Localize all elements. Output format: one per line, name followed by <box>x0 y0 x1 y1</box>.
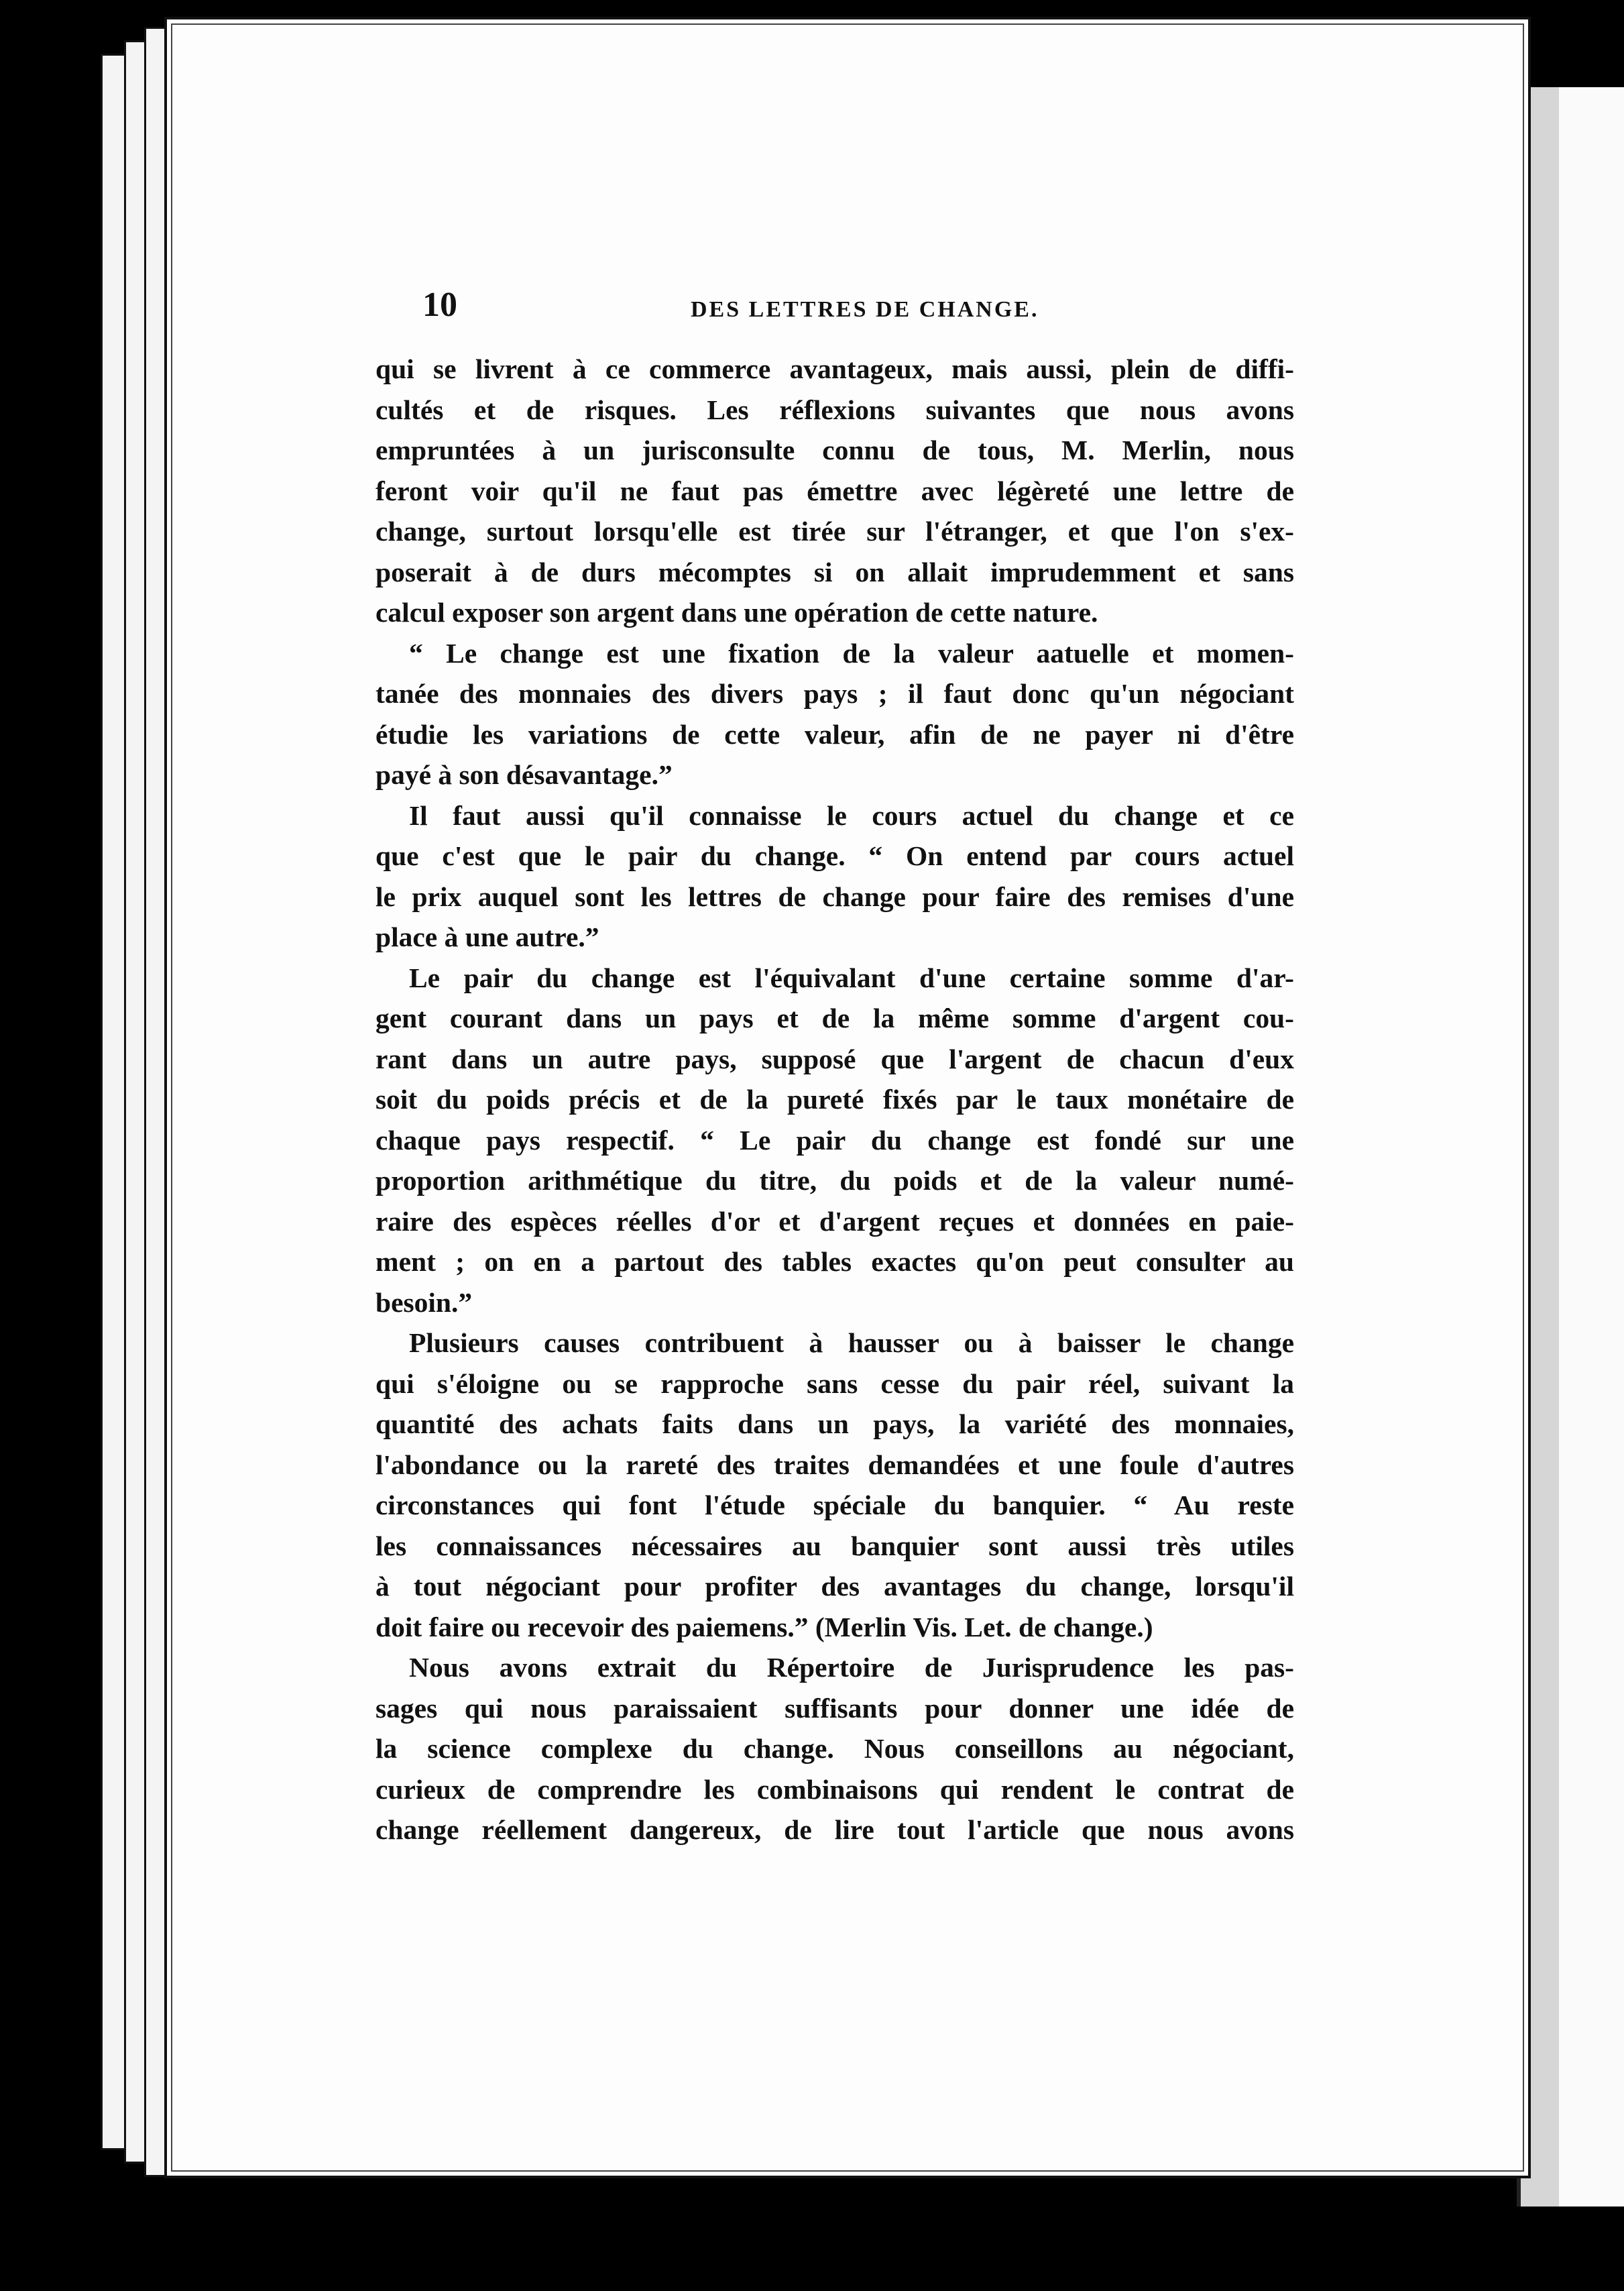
text-line: quantité des achats faits dans un pays, la variété des monnaies, <box>375 1408 1294 1439</box>
text-line: rant dans un autre pays, supposé que l'argent de chacun d'eux <box>375 1043 1294 1074</box>
text-line: qui s'éloigne ou se rapproche sans cesse du pair réel, suivant la <box>375 1367 1294 1399</box>
text-line: gent courant dans un pays et de la même somme d'argent cou- <box>375 1003 1294 1033</box>
text-line: étudie les variations de cette valeur, afin de ne payer ni d'être <box>375 718 1294 750</box>
text-line: payé à son désavantage.” <box>375 759 673 790</box>
text-line: poserait à de durs mécomptes si on allait imprudemment et sans <box>375 556 1294 588</box>
text-line: qui se livrent à ce commerce avantageux, mais aussi, plein de diffi- <box>375 353 1294 384</box>
text-line: change, surtout lorsqu'elle est tirée sur l'étranger, et que l'on s'ex- <box>375 516 1294 547</box>
book-spine-edge <box>1559 87 1624 2206</box>
text-line: sages qui nous paraissaient suffisants pour donner une idée de <box>375 1692 1294 1724</box>
text-line: Il faut aussi qu'il connaisse le cours actuel du change et ce <box>409 799 1294 831</box>
text-line: calcul exposer son argent dans une opération de cette nature. <box>375 597 1098 628</box>
text-line: Plusieurs causes contribuent à hausser ou à baisser le change <box>409 1327 1294 1358</box>
text-line: “ Le change est une fixation de la valeur aatuelle et momen- <box>409 637 1294 669</box>
text-line: les connaissances nécessaires au banquier sont aussi très utiles <box>375 1530 1294 1561</box>
text-line: la science complexe du change. Nous conseillons au négociant, <box>375 1733 1294 1764</box>
page-header <box>422 285 1294 332</box>
text-line: doit faire ou recevoir des paiemens.” (Merlin Vis. Let. de change.) <box>375 1611 1153 1642</box>
text-line: chaque pays respectif. “ Le pair du change est fondé sur une <box>375 1124 1294 1156</box>
text-line: curieux de comprendre les combinaisons qui rendent le contrat de <box>375 1773 1294 1805</box>
running-title: DES LETTRES DE CHANGE. <box>691 297 1039 322</box>
text-line: circonstances qui font l'étude spéciale du banquier. “ Au reste <box>375 1490 1294 1520</box>
text-line: Nous avons extrait du Répertoire de Jurisprudence les pas- <box>409 1652 1294 1683</box>
text-line: à tout négociant pour profiter des avantages du change, lorsqu'il <box>375 1571 1294 1602</box>
body-text <box>375 349 1294 1850</box>
page-number: 10 <box>422 286 457 324</box>
text-line: feront voir qu'il ne faut pas émettre avec légèreté une lettre de <box>375 475 1294 506</box>
text-line: place à une autre.” <box>375 921 599 952</box>
text-line: le prix auquel sont les lettres de change pour faire des remises d'une <box>375 881 1294 912</box>
text-line: que c'est que le pair du change. “ On entend par cours actuel <box>375 840 1294 871</box>
text-line: l'abondance ou la rareté des traites demandées et une foule d'autres <box>375 1449 1294 1480</box>
text-line: besoin.” <box>375 1286 473 1318</box>
text-line: change réellement dangereux, de lire tout l'article que nous avons <box>375 1814 1294 1845</box>
text-line: ment ; on en a partout des tables exactes qu'on peut consulter au <box>375 1246 1294 1277</box>
text-line: soit du poids précis et de la pureté fixés par le taux monétaire de <box>375 1084 1294 1115</box>
text-line: empruntées à un jurisconsulte connu de tous, M. Merlin, nous <box>375 435 1294 465</box>
text-line: Le pair du change est l'équivalant d'une certaine somme d'ar- <box>409 962 1294 993</box>
text-line: raire des espèces réelles d'or et d'argent reçues et données en paie- <box>375 1205 1294 1237</box>
text-line: proportion arithmétique du titre, du poids et de la valeur numé- <box>375 1165 1294 1196</box>
text-line: tanée des monnaies des divers pays ; il faut donc qu'un négociant <box>375 678 1294 709</box>
text-line: cultés et de risques. Les réflexions suivantes que nous avons <box>375 394 1294 425</box>
